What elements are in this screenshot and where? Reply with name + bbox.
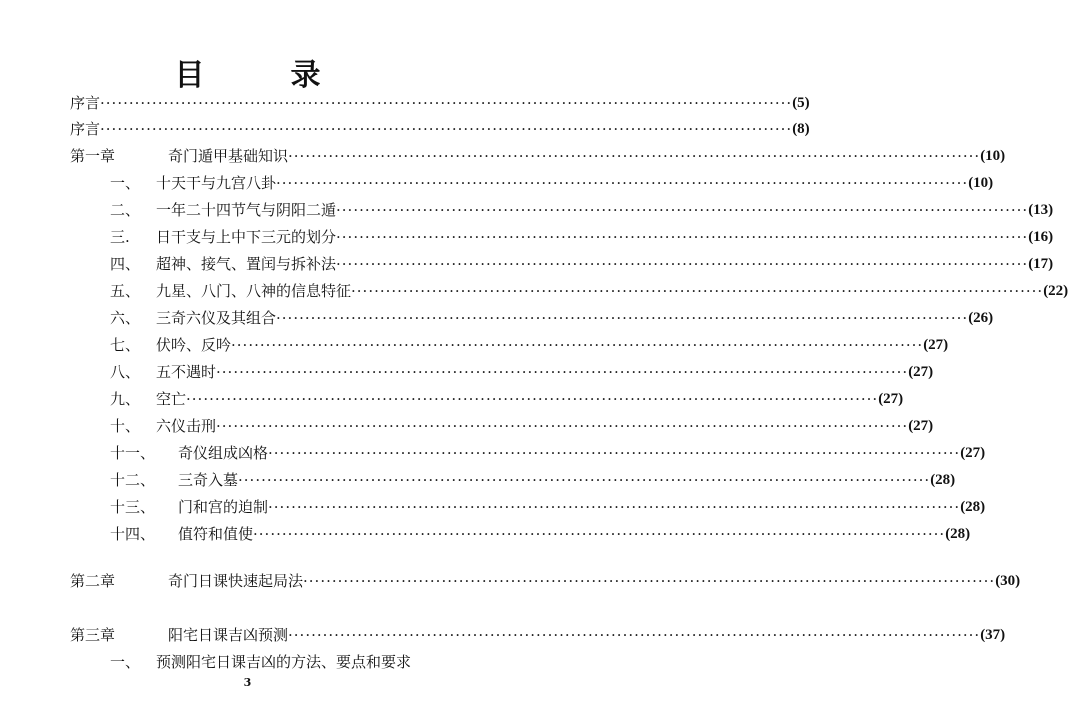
toc-entry (70, 118, 810, 140)
toc-entry-page: (37) (980, 627, 1006, 643)
toc-entry (110, 442, 986, 464)
toc-leader-dots: ························································································································ (336, 228, 1029, 246)
toc-entry (110, 226, 1054, 248)
toc-leader-dots: ························································································································ (351, 282, 1044, 300)
toc-entry-page: (5) (792, 95, 810, 111)
toc-entry-page: (28) (930, 472, 956, 488)
toc-leader-dots: ························································································································ (276, 174, 969, 192)
toc-entry-number: 十二、 (110, 471, 156, 489)
toc-leader-dots: ························································································································ (336, 201, 1029, 219)
toc-entry-number: 三. (110, 228, 130, 246)
toc-entry (70, 145, 1006, 167)
toc-leader-dots: ························································································································ (288, 626, 981, 644)
toc-entry-page: (16) (1028, 229, 1054, 245)
toc-entry-title: 超神、接气、置闰与拆补法 (156, 255, 337, 273)
toc-leader-dots: ························································································································ (253, 525, 946, 543)
toc-leader-dots: ························································································································ (186, 390, 879, 408)
toc-entry (110, 496, 986, 518)
toc-entry-title: 一年二十四节气与阴阳二遁 (156, 201, 337, 219)
toc-entry-page: (27) (908, 364, 934, 380)
toc-leader-dots: ························································································································ (216, 417, 909, 435)
toc-entry-title: 值符和值使 (178, 525, 254, 543)
toc-leader-dots: ························································································································ (303, 572, 996, 590)
toc-entry (110, 651, 456, 673)
toc-entry-title: 门和宫的迫制 (178, 498, 269, 516)
toc-leader-dots: ························································································································ (288, 147, 981, 165)
toc-entry-page: (17) (1028, 256, 1054, 272)
toc-entry-number: 一、 (110, 174, 141, 192)
toc-entry (110, 307, 994, 329)
toc-entry-page: (26) (968, 310, 994, 326)
toc-entry-title: 日干支与上中下三元的划分 (156, 228, 337, 246)
toc-entry-number: 十一、 (110, 444, 156, 462)
toc-entry-number: 二、 (110, 201, 141, 219)
toc-entry (110, 199, 1054, 221)
toc-entry-number: 五、 (110, 282, 141, 300)
toc-entry-page: (13) (1028, 202, 1054, 218)
toc-entry (110, 469, 956, 491)
toc-entry-page: (27) (878, 391, 904, 407)
toc-entry-page: (27) (908, 418, 934, 434)
toc-entry-title: 十天干与九宫八卦 (156, 174, 277, 192)
toc-entry-title: 奇门日课快速起局法 (168, 572, 304, 590)
toc-leader-dots: ························································································································ (100, 94, 793, 112)
toc-entry-title: 奇仪组成凶格 (178, 444, 269, 462)
toc-entry-page: (10) (980, 148, 1006, 164)
toc-entry-title: 空亡 (156, 390, 187, 408)
toc-entry-number: 第一章 (70, 147, 116, 165)
toc-entry-number: 八、 (110, 363, 141, 381)
toc-entry-title: 六仪击刑 (156, 417, 217, 435)
toc-entry-number: 第二章 (70, 572, 116, 590)
toc-entry (110, 388, 904, 410)
toc-entry-page: (28) (960, 499, 986, 515)
toc-entry-number: 四、 (110, 255, 141, 273)
toc-entry-number: 十、 (110, 417, 141, 435)
toc-entry-page: (30) (995, 573, 1021, 589)
toc-entry-page: (22) (1043, 283, 1068, 299)
toc-entry (110, 172, 994, 194)
toc-leader-dots: ························································································································ (231, 336, 924, 354)
toc-leader-dots: ························································································································ (216, 363, 909, 381)
toc-entry-number: 第三章 (70, 626, 116, 644)
page-number: 3 (243, 676, 252, 689)
toc-leader-dots: ························································································································ (276, 309, 969, 327)
page-title: 目 录 (174, 58, 349, 93)
toc-leader-dots: ························································································································ (336, 255, 1029, 273)
toc-entry-number: 一、 (110, 653, 141, 671)
toc-entry-page: (10) (968, 175, 994, 191)
toc-entry-title: 三奇六仪及其组合 (156, 309, 277, 327)
toc-entry-page: (28) (945, 526, 971, 542)
toc-leader-dots: ························································································································ (238, 471, 931, 489)
toc-leader-dots: ························································································································ (268, 444, 961, 462)
toc-entry-title: 九星、八门、八神的信息特征 (156, 282, 352, 300)
toc-entry-page: (8) (792, 121, 810, 137)
toc-entry (110, 280, 1068, 302)
toc-entry (70, 92, 810, 114)
toc-entry-number: 十三、 (110, 498, 156, 516)
toc-entry (110, 334, 949, 356)
toc-entry (110, 415, 934, 437)
toc-entry (110, 253, 1054, 275)
toc-entry-title: 伏吟、反吟 (156, 336, 232, 354)
toc-leader-dots: ························································································································ (100, 120, 793, 138)
toc-entry (70, 624, 1006, 646)
toc-leader-dots: ························································································································ (268, 498, 961, 516)
toc-entry-number: 十四、 (110, 525, 156, 543)
toc-entry-title: 五不遇时 (156, 363, 217, 381)
toc-entry (110, 361, 934, 383)
toc-entry (70, 570, 1021, 592)
toc-entry-number: 六、 (110, 309, 141, 327)
toc-entry (110, 523, 971, 545)
toc-entry-number: 九、 (110, 390, 141, 408)
toc-entry-page: (27) (923, 337, 949, 353)
toc-entry-title: 序言 (70, 94, 101, 112)
toc-entry-page: (27) (960, 445, 986, 461)
toc-entry-title: 序言 (70, 120, 101, 138)
toc-entry-title: 阳宅日课吉凶预测 (168, 626, 289, 644)
toc-entry-title: 三奇入墓 (178, 471, 239, 489)
toc-entry-title: 预测阳宅日课吉凶的方法、要点和要求 (156, 653, 412, 671)
toc-entry-title: 奇门遁甲基础知识 (168, 147, 289, 165)
toc-entry-number: 七、 (110, 336, 141, 354)
